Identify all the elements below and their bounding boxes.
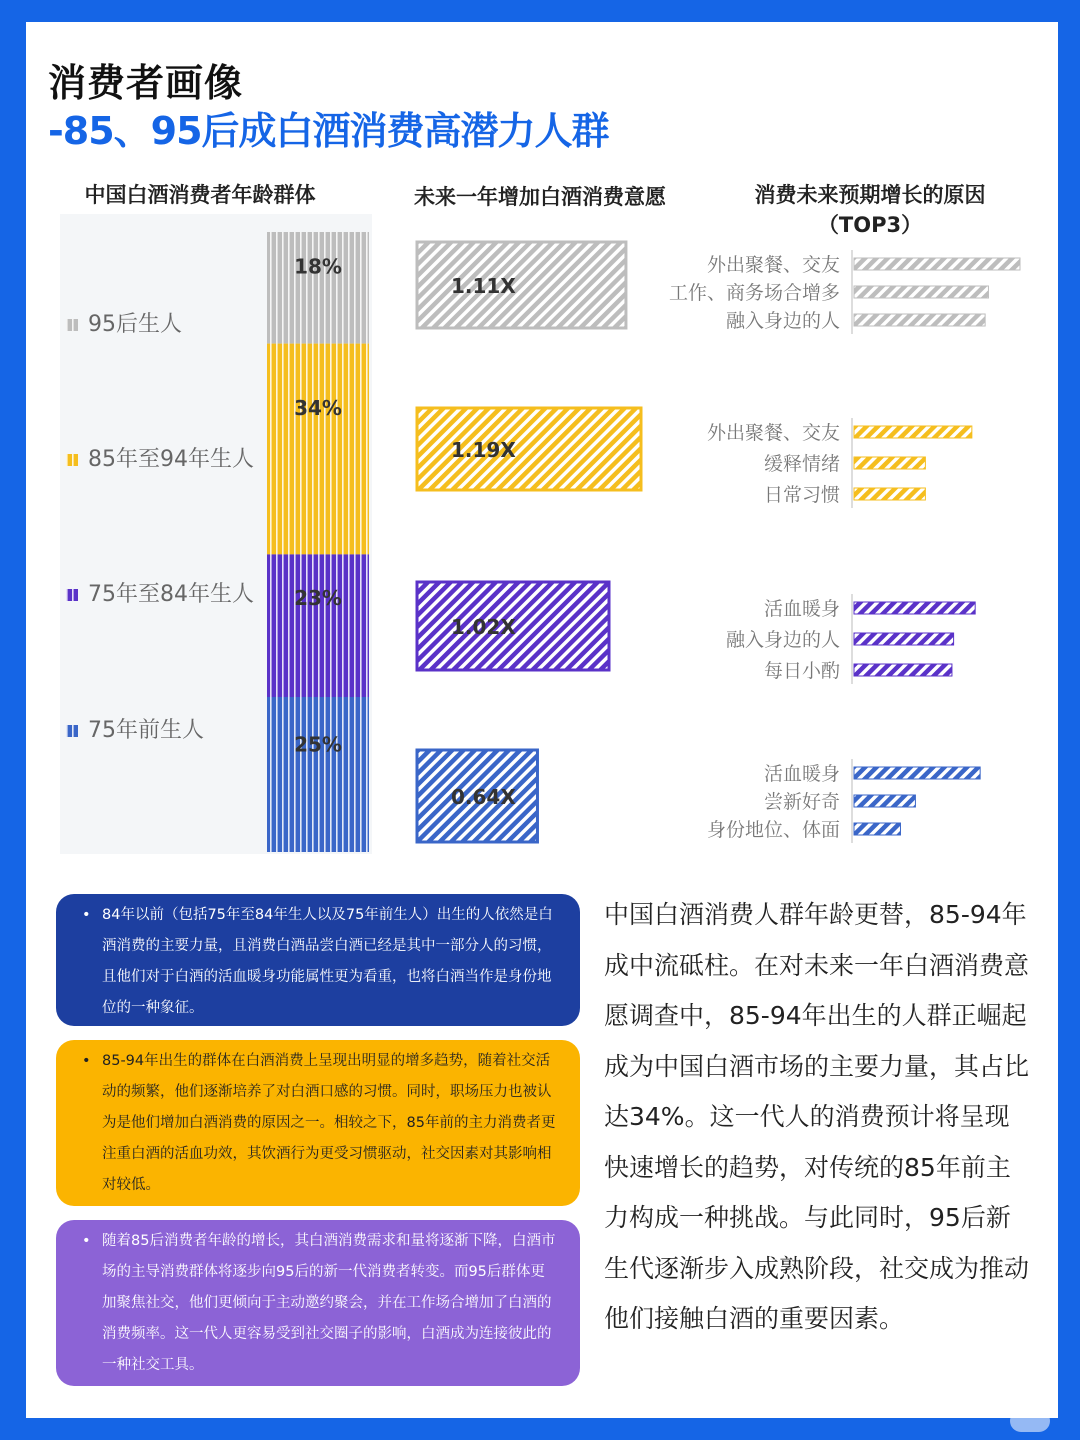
intent-value-label: 1.02X — [451, 615, 516, 639]
age-segment-1 — [267, 344, 369, 555]
legend-label: 75年前生人 — [88, 718, 204, 743]
page-subtitle: -85、95后成白酒消费高潜力人群 — [48, 109, 609, 153]
reason-label: 工作、商务场合增多 — [668, 282, 840, 304]
note-box-blue — [56, 894, 580, 1026]
note-text-purple: 随着85后消费者年龄的增长，其白酒消费需求和量将逐渐下降，白酒市场的主导消费群体将逐步向95后的新一代消费者转变。而95后群体更加聚焦社交，他们更倾向于主动邀约聚会，并在工作场合增加了白酒的消费频率。这一代人更容易受到社交圈子的影响，白酒成为连接彼此的一种社交工具。 — [102, 1233, 556, 1373]
age-value-label: 25% — [294, 732, 342, 757]
reason-bar — [854, 664, 952, 676]
reason-bar — [854, 314, 985, 326]
note-text-yellow: 85-94年出生的群体在白酒消费上呈现出明显的增多趋势，随着社交活动的频繁，他们逐渐培养了对白酒口感的习惯。同时，职场压力也被认为是他们增加白酒消费的原因之一。相较之下，85年前的主力消费者更注重白酒的活血功效，其饮酒行为更受习惯驱动，社交因素对其影响相对较低。 — [102, 1053, 556, 1193]
reason-bar — [854, 286, 988, 298]
intent-bar-0 — [417, 242, 626, 328]
reason-label: 缓释情绪 — [763, 453, 840, 475]
note-box-yellow — [56, 1040, 580, 1206]
age-segment-0 — [267, 232, 369, 344]
reason-label: 身份地位、体面 — [706, 819, 840, 841]
reason-label: 外出聚餐、交友 — [706, 422, 840, 444]
reason-label: 活血暖身 — [763, 598, 840, 620]
legend-label: 95后生人 — [88, 312, 182, 337]
age-value-label: 23% — [294, 586, 342, 611]
bullet-dot: • — [82, 1053, 91, 1069]
reason-label: 外出聚餐、交友 — [706, 254, 840, 276]
reason-label: 每日小酌 — [763, 660, 840, 682]
legend-label: 75年至84年生人 — [88, 582, 254, 607]
reason-bar — [854, 457, 925, 469]
reason-bar — [854, 426, 972, 438]
page-title: 消费者画像 — [48, 61, 244, 105]
reasons-title-line2: （TOP3） — [817, 213, 923, 237]
reason-bar — [854, 795, 915, 807]
legend-label: 85年至94年生人 — [88, 447, 254, 472]
reason-bar — [854, 823, 900, 835]
age-segment-3 — [267, 697, 369, 852]
age-value-label: 34% — [294, 395, 342, 420]
legend-swatch-1 — [66, 454, 78, 466]
reason-label: 融入身边的人 — [725, 629, 840, 651]
intent-chart-title: 未来一年增加白酒消费意愿 — [414, 185, 666, 209]
reason-bar — [854, 258, 1020, 270]
bullet-dot: • — [82, 907, 91, 923]
note-box-purple — [56, 1220, 580, 1386]
reason-label: 日常习惯 — [763, 484, 840, 506]
summary-paragraph: 中国白酒消费人群年龄更替，85-94年成中流砥柱。在对未来一年白酒消费意愿调查中，85-94年出生的人群正崛起成为中国白酒市场的主要力量，其占比达34%。这一代人的消费预计将呈现快速增长的趋势，对传统的85年前主力构成一种挑战。与此同时，95后新生代逐渐步入成熟阶段，社交成为推动他们接触白酒的重要因素。 — [604, 900, 1030, 1333]
age-chart-title: 中国白酒消费者年龄群体 — [84, 183, 316, 207]
legend-swatch-3 — [66, 725, 78, 737]
watermark-logo — [1010, 1410, 1050, 1432]
reasons-title-line1: 消费未来预期增长的原因 — [754, 183, 986, 207]
intent-value-label: 1.11X — [451, 274, 516, 298]
reason-label: 融入身边的人 — [725, 310, 840, 332]
age-segment-2 — [267, 554, 369, 697]
intent-value-label: 0.64X — [451, 785, 516, 809]
age-value-label: 18% — [294, 254, 342, 279]
reason-label: 活血暖身 — [763, 763, 840, 785]
bullet-dot: • — [82, 1233, 91, 1249]
intent-value-label: 1.19X — [451, 438, 516, 462]
legend-swatch-0 — [66, 319, 78, 331]
reason-bar — [854, 767, 980, 779]
reason-label: 尝新好奇 — [763, 791, 840, 813]
reason-bar — [854, 633, 954, 645]
legend-swatch-2 — [66, 589, 78, 601]
reason-bar — [854, 488, 925, 500]
reason-bar — [854, 602, 975, 614]
note-text-blue: 84年以前（包括75年至84年生人以及75年前生人）出生的人依然是白酒消费的主要力量，且消费白酒品尝白酒已经是其中一部分人的习惯，且他们对于白酒的活血暖身功能属性更为看重，也将白酒当作是身份地位的一种象征。 — [102, 907, 553, 1016]
